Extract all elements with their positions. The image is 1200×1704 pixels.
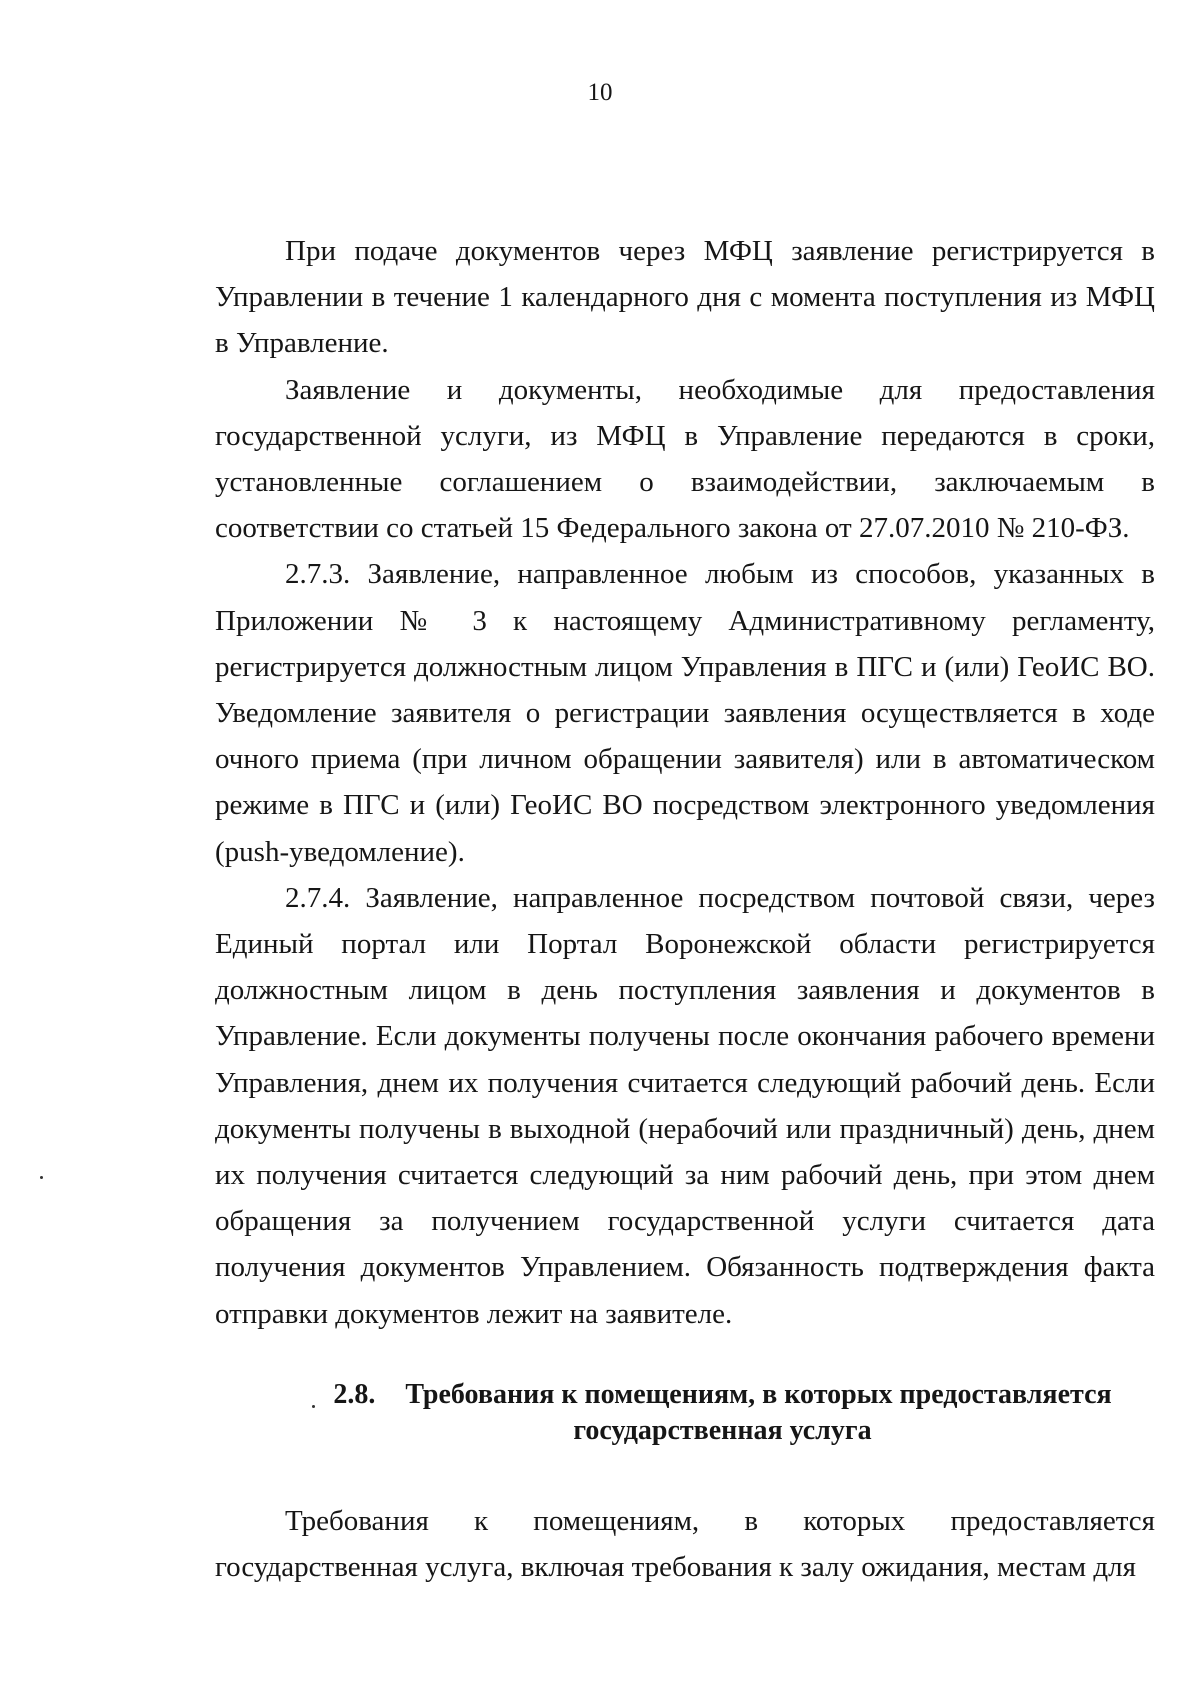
paragraph-2-7-3: 2.7.3. Заявление, направленное любым из способов, указанных в Приложении № 3 к настоящему Административному регламенту, регистрируется должностным лицом Управления в ПГС и (или) ГеоИС ВО. Уведомление заявителя о регистрации заявления осуществляется в ходе очного приема (при личном обращении заявителя) или в автоматическом режиме в ПГС и (или) ГеоИС ВО посредством электронного уведомления (push-уведомление). <box>215 558 1155 868</box>
page-number: 10 <box>587 79 613 106</box>
paragraph-mfc-transfer: Заявление и документы, необходимые для предоставления государственной услуги, из МФЦ в Управление передаются в сроки, установленные соглашением о взаимодействии, заключаемым в соответствии со статьей 15 Федерального закона от 27.07.2010 № 210-ФЗ. <box>215 373 1155 545</box>
tail-text <box>215 1498 1155 1590</box>
section-heading <box>320 1377 1125 1449</box>
section-number: 2.8. <box>333 1379 376 1410</box>
paragraph-2-7-4: 2.7.4. Заявление, направленное посредством почтовой связи, через Единый портал или Портал Воронежской области регистрируется должностным лицом в день поступления заявления и документов в Управление. Если документы получены после окончания рабочего времени Управления, днем их получения считается следующий рабочий день. Если документы получены в выходной (нерабочий или праздничный) день, днем их получения считается следующий за ним рабочий день, при этом днем обращения за получением государственной услуги считается дата получения документов Управлением. Обязанность подтверждения факта отправки документов лежит на заявителе. <box>215 881 1155 1330</box>
scan-speck <box>40 1176 43 1179</box>
scan-speck <box>312 1405 315 1408</box>
paragraph-mfc-registration: При подаче документов через МФЦ заявление регистрируется в Управлении в течение 1 календарного дня с момента поступления из МФЦ в Управление. <box>215 235 1155 360</box>
paragraph-premises-requirements: Требования к помещениям, в которых предоставляется государственная услуга, включая требования к залу ожидания, местам для <box>215 1505 1155 1584</box>
body-text <box>215 228 1155 1337</box>
section-title: Требования к помещениям, в которых предоставляется государственная услуга <box>405 1379 1112 1446</box>
